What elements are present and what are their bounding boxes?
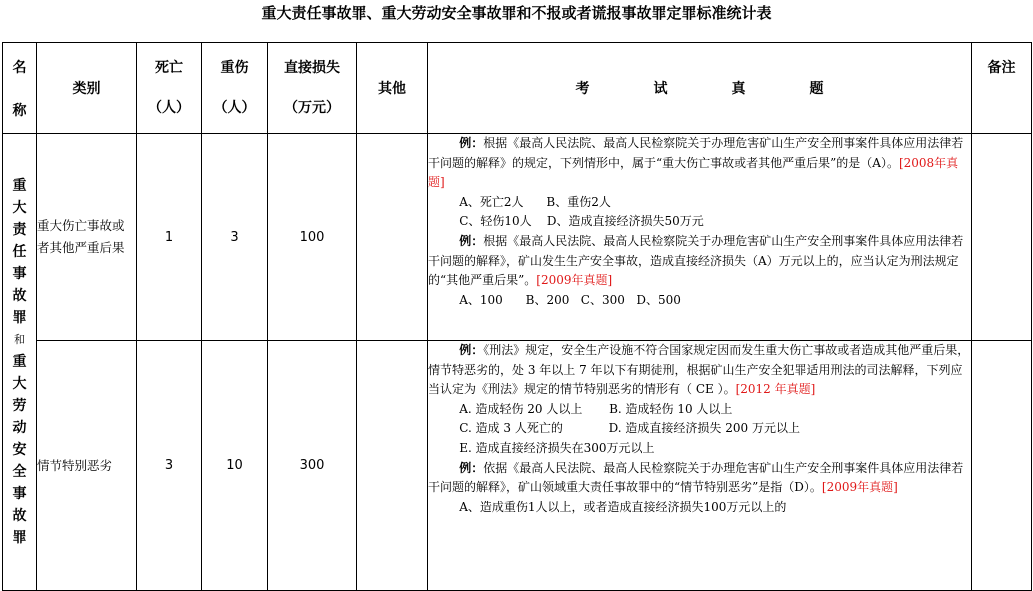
injury-cell: 10	[202, 341, 268, 591]
category-cell: 情节特别恶劣	[37, 341, 137, 591]
remark-cell	[972, 341, 1032, 591]
header-other: 其他	[357, 43, 428, 134]
example-lead: 例：	[459, 136, 484, 150]
header-injury	[202, 43, 268, 134]
exam-question	[428, 459, 971, 498]
table-row	[3, 134, 1032, 341]
header-category: 类别	[37, 43, 137, 134]
answer-options: C、轻伤10人 D、造成直接经济损失50万元	[459, 214, 704, 229]
header-death-label: 死亡	[155, 60, 183, 76]
remark-cell	[972, 134, 1032, 341]
crime-name-char: 安	[12, 442, 27, 458]
other-cell	[357, 341, 428, 591]
header-death-unit: （人）	[148, 100, 190, 116]
exam-year-tag: [2012 年真题]	[735, 382, 816, 397]
example-text: 《刑法》规定，安全生产设施不符合国家规定因而发生重大伤亡事故或者造成其他严重后果，情节特恶劣的，处 3 年以上 7 年以下有期徒刑，根据矿山生产安全犯罪适用刑法的司法解释，下列应当认定为《刑法》规定的情节特别恶劣的情形有（ CE ）。	[428, 343, 970, 397]
crime-name-char: 动	[12, 420, 27, 436]
header-remark: 备注	[972, 43, 1032, 134]
example-lead: 例：	[459, 343, 484, 357]
exam-year-tag: [2009年真题]	[536, 273, 613, 288]
exam-year-tag: [2009年真题]	[821, 480, 898, 495]
answer-options: A、死亡2人 B、重伤2人	[459, 194, 611, 209]
header-name	[3, 43, 37, 134]
loss-cell: 300	[268, 341, 357, 591]
category-cell: 重大伤亡事故或者其他严重后果	[37, 134, 137, 341]
crime-name-joiner: 和	[14, 333, 25, 346]
crime-name-char: 任	[12, 244, 27, 260]
example-lead: 例：	[459, 460, 484, 475]
header-death	[137, 43, 202, 134]
exam-question	[428, 341, 971, 400]
header-injury-unit: （人）	[213, 100, 256, 116]
header-row	[3, 43, 1032, 134]
injury-cell: 3	[202, 134, 268, 341]
header-loss	[268, 43, 357, 134]
death-cell: 1	[137, 134, 202, 341]
crime-name-char: 劳	[12, 398, 27, 414]
example-text: 依据《最高人民法院、最高人民检察院关于办理危害矿山生产安全刑事案件具体应用法律若干问题的解释》，矿山领域重大责任事故罪中的“情节特别恶劣”是指（D）。	[428, 460, 964, 495]
header-name-char: 名	[12, 59, 27, 76]
example-text: 根据《最高人民法院、最高人民检察院关于办理危害矿山生产安全刑事案件具体应用法律若干问题的解释》，矿山发生生产安全事故，造成直接经济损失（A）万元以上的，应当认定为刑法规定的“其他严重后果”。	[428, 233, 964, 288]
answer-options: A、造成重伤1人以上，或者造成直接经济损失100万元以上的	[459, 499, 787, 514]
crime-name-char: 事	[12, 486, 27, 502]
crime-name-char: 大	[12, 200, 27, 216]
example-lead: 例：	[459, 233, 484, 248]
header-loss-label: 直接损失	[284, 60, 340, 76]
crime-name	[3, 175, 36, 549]
answer-options: C. 造成 3 人死亡的 D. 造成直接经济损失 200 万元以上	[459, 421, 800, 436]
header-exam-char: 试	[653, 81, 668, 97]
crime-name-char: 重	[12, 178, 27, 194]
example-text: 根据《最高人民法院、最高人民检察院关于办理危害矿山生产安全刑事案件具体应用法律若干问题的解释》的规定，下列情形中，属于“重大伤亡事故或者其他严重后果”的是（A）。	[428, 136, 964, 170]
answer-options: E. 造成直接经济损失在300万元以上	[459, 440, 655, 455]
crime-name-char: 重	[12, 354, 27, 370]
crime-name-cell	[3, 134, 37, 591]
exam-question	[428, 232, 971, 291]
page-title: 重大责任事故罪、重大劳动安全事故罪和不报或者谎报事故罪定罪标准统计表	[261, 4, 772, 22]
crime-name-char: 故	[12, 288, 27, 304]
crime-name-char: 全	[12, 464, 27, 480]
exam-questions-cell	[428, 134, 972, 341]
crime-name-char: 责	[12, 222, 27, 238]
crime-name-char: 大	[12, 376, 27, 392]
crime-name-char: 故	[12, 508, 27, 524]
answer-options: A、100 B、200 C、300 D、500	[459, 292, 681, 307]
header-loss-unit: （万元）	[284, 100, 340, 116]
other-cell	[357, 134, 428, 341]
crime-name-char: 罪	[12, 310, 27, 326]
header-exam	[428, 43, 972, 134]
crime-name-char: 罪	[12, 530, 27, 546]
header-name-char: 称	[12, 102, 27, 119]
exam-year-tag: [2008年真题]	[428, 155, 959, 190]
header-exam-char: 真	[731, 81, 746, 97]
header-exam-char: 考	[575, 81, 590, 97]
statistics-table	[2, 42, 1032, 591]
header-injury-label: 重伤	[220, 60, 249, 76]
header-exam-char: 题	[809, 81, 824, 97]
table-row	[3, 341, 1032, 591]
death-cell: 3	[137, 341, 202, 591]
crime-name-char: 事	[12, 266, 27, 282]
answer-options: A. 造成轻伤 20 人以上 B. 造成轻伤 10 人以上	[459, 401, 733, 416]
exam-questions-cell	[428, 341, 972, 591]
loss-cell: 100	[268, 134, 357, 341]
exam-question	[428, 134, 971, 193]
